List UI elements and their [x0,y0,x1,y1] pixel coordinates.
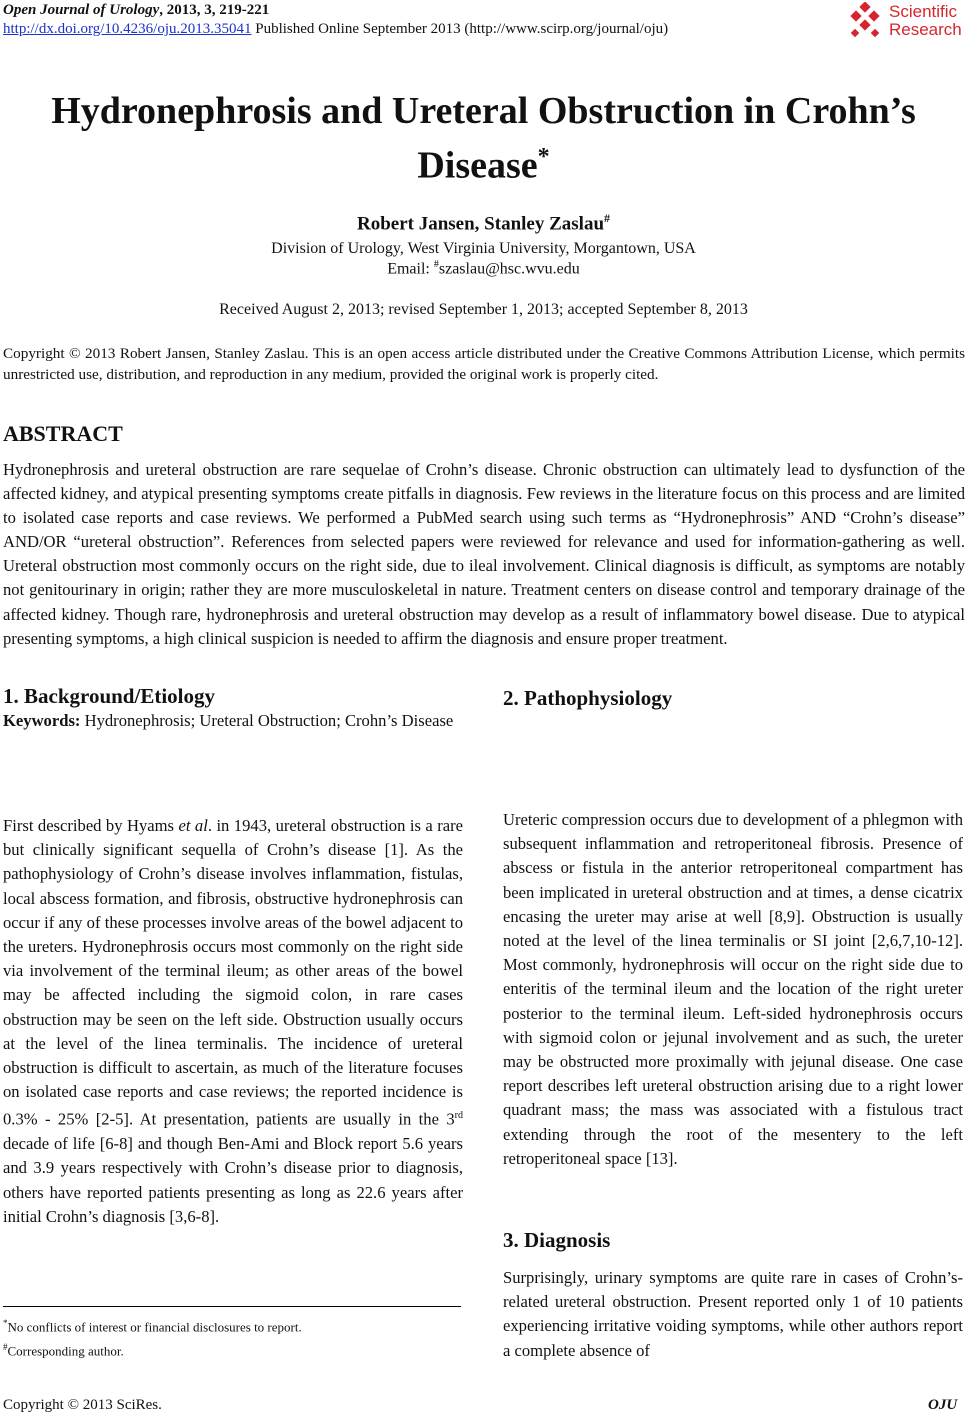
bg-text-c: decade of life [6-8] and though Ben-Ami and Block report 5.6 years and 3.9 years respectively with Crohn’s disease prior to diagnosis, others have reported patients presenting as long as 22.6 years after initial Crohn’s diagnosis [3,6-8]. [3,1134,463,1226]
title-line2: Disease [417,144,538,187]
journal-name: Open Journal of Urology [3,2,160,18]
footnote-divider [3,1306,461,1307]
section-pathophysiology-heading: 2. Pathophysiology [503,686,673,710]
bg-text-a: First described by Hyams [3,816,179,835]
section-pathophysiology-body: Ureteric compression occurs due to development of a phlegmon with subsequent inflammation and retroperitoneal fibrosis. Presence of abscess or fistula in the anterior retroperitoneal compartment has been implicated in ureteral obstruction and at times, a dense cicatrix encasing the ureter may arise at well [8,9]. Obstruction is usually noted at the level of the linea terminalis or SI joint [2,6,7,10-12]. Most commonly, hydronephrosis will occur on the right side due to enteritis of the terminal ileum and the location of the right ureter posterior to the terminal ileum. Left-sided hydronephrosis occurs with sigmoid colon or jejunal involvement and as such, the ureter may be obstructed more proximally with jejunal disease. One case report describes left ureteral obstruction arising due to a right lower quadrant mass; the mass was associated with a fistulous tract extending through the root of the mesentery to the left retroperitoneal space [13]. [503,810,963,1168]
footnote-2: #Corresponding author. [3,1342,124,1359]
footer-journal-abbrev: OJU [928,1397,958,1413]
published-info: Published Online September 2013 (http://www.scirp.org/journal/oju) [251,21,669,37]
author-list [0,211,967,235]
title-line1: Hydronephrosis and Ureteral Obstruction in Crohn’s [51,90,916,132]
received-dates: Received August 2, 2013; revised September 1, 2013; accepted September 8, 2013 [219,301,748,318]
abstract-text: Hydronephrosis and ureteral obstruction are rare sequelae of Crohn’s disease. Chronic obstruction can ultimately lead to dysfunction of the affected kidney, and atypical presenting symptoms create pitfalls in diagnosis. Few reviews in the literature focus on this process and are limited to isolated case reports and case reviews. We performed a PubMed search using such terms as “Hydronephrosis” AND “Crohn’s disease” AND/OR “ureteral obstruction”. References from selected papers were reviewed for relevance and used for information-gathering as well. Ureteral obstruction most commonly occurs on the right side, due to ileal involvement. Clinical diagnosis is difficult, as symptoms are notably not genitourinary in origin; rather they are more musculoskeletal in nature. Treatment centers on disease control and temporary drainage of the affected kidney. Though rare, hydronephrosis and ureteral obstruction may develop as a result of inflammatory bowel disease. Due to atypical presenting symptoms, a high clinical suspicion is needed to affirm the diagnosis and ensure proper treatment. [3,460,965,648]
publisher-logo [846,2,966,40]
footnotes [3,1313,302,1362]
title-footnote-mark: * [537,144,550,170]
footnote-1: *No conflicts of interest or financial disclosures to report. [3,1318,302,1335]
bg-text-b: . in 1943, ureteral obstruction is a rare but clinically significant sequella of Crohn’s disease [1]. As the pathophysiology of Crohn’s disease involves inflammation, fistulas, local abscess formation, and fibrosis, obstructive hydronephrosis can occur if any of these processes involve areas of the bowel adjacent to the ureters. Hydronephrosis occurs most commonly on the right side via involvement of the terminal ileum; as other areas of the bowel may be affected including the sigmoid colon, in rare cases obstruction may be seen on the left side. Obstruction usually occurs at the level of the linea terminalis. The incidence of ureteral obstruction is difficult to ascertain, as much of the literature focuses on isolated case reports and case reviews; the reported incidence is 0.3% - 25% [2-5]. At presentation, patients are usually in the 3 [3,816,463,1129]
logo-line1: Scientific [889,2,958,21]
section-background-body [3,814,463,1229]
email-label: Email: [387,260,434,278]
author-footnote-mark: # [604,211,611,225]
bg-superscript: rd [454,1110,463,1122]
keywords-label: Keywords: [3,711,81,730]
paper-title [0,88,967,189]
copyright-notice: Copyright © 2013 Robert Jansen, Stanley Zaslau. This is an open access article distributed under the Creative Commons Attribution License, which permits unrestricted use, distribution, and reproduction in any medium, provided the original work is properly cited. [3,345,965,383]
footer-copyright: Copyright © 2013 SciRes. [3,1397,162,1413]
doi-line [3,21,668,38]
journal-volume: , 2013, 3, 219-221 [159,2,270,18]
bg-etal: et al [178,816,208,835]
email-line [0,259,967,278]
affiliation: Division of Urology, West Virginia University, Morgantown, USA [271,240,696,257]
section-diagnosis-body: Surprisingly, urinary symptoms are quite rare in cases of Crohn’s-related ureteral obstruction. Present reported only 1 of 10 patients experiencing irritative voiding symptoms, while other authors report a complete absence of [503,1268,963,1360]
journal-header [3,2,269,19]
author-names: Robert Jansen, Stanley Zaslau [356,213,605,235]
doi-link[interactable]: http://dx.doi.org/10.4236/oju.2013.35041 [3,21,252,37]
email-address[interactable]: szaslau@hsc.wvu.edu [438,260,580,278]
logo-text [889,3,962,39]
keywords-list: Hydronephrosis; Ureteral Obstruction; Crohn’s Disease [80,711,454,730]
abstract-heading: ABSTRACT [3,421,123,446]
logo-mark-icon [846,2,886,40]
section-background-heading: 1. Background/Etiology [3,684,215,708]
email-mark: # [433,259,439,270]
section-diagnosis-heading: 3. Diagnosis [503,1228,611,1252]
logo-line2: Research [889,20,962,39]
keywords [3,711,453,731]
